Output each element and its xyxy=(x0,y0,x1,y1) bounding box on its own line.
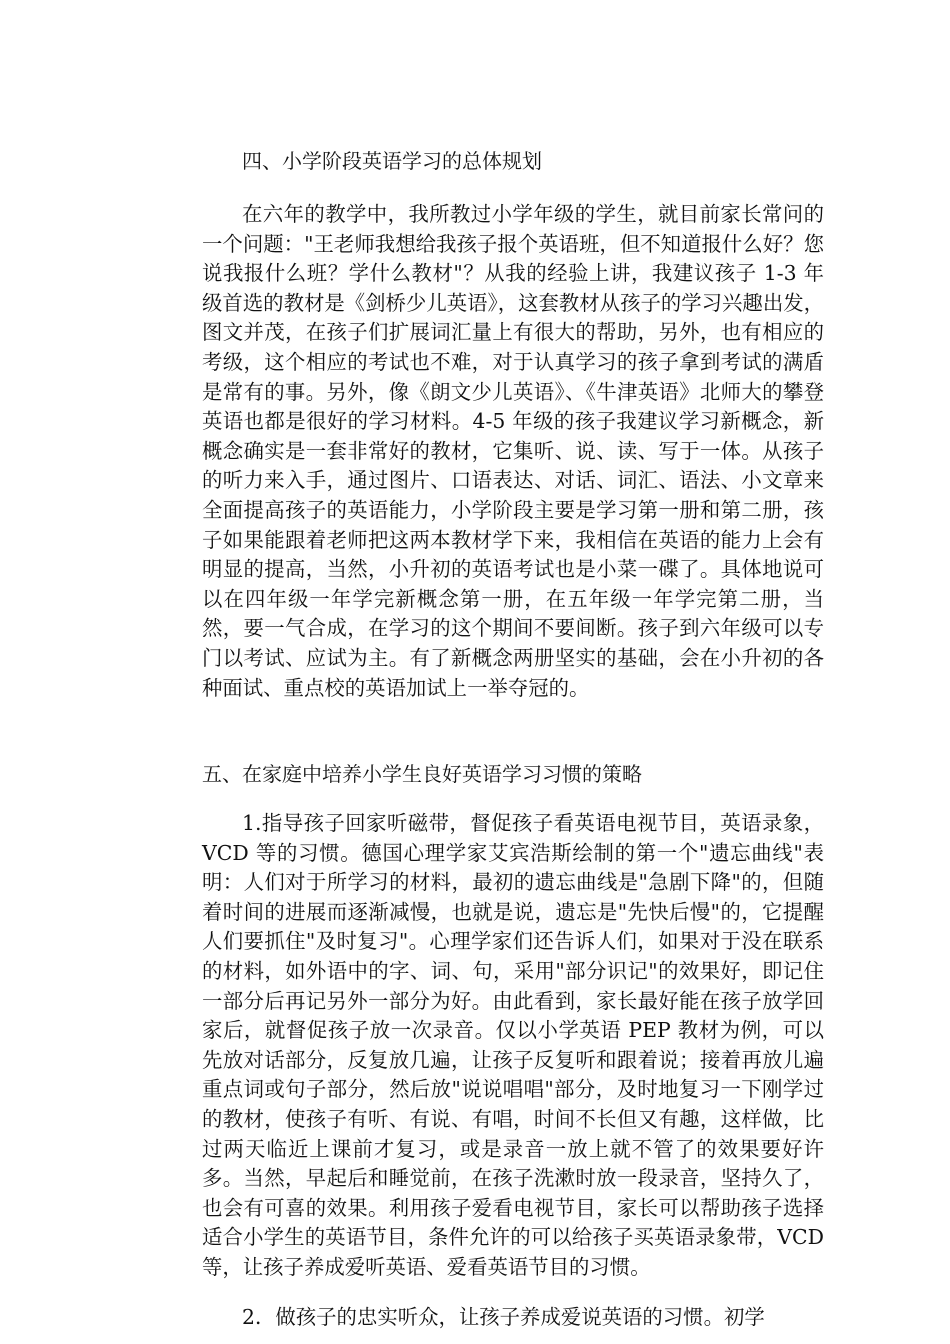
section-4-title: 四、小学阶段英语学习的总体规划 xyxy=(242,149,542,173)
spacer xyxy=(202,789,824,809)
section-5-title: 五、在家庭中培养小学生良好英语学习习惯的策略 xyxy=(202,762,642,787)
section-5-paragraph-2: 2．做孩子的忠实听众，让孩子养成爱说英语的习惯。初学 xyxy=(242,1304,765,1329)
spacer xyxy=(202,1283,824,1303)
section-4-paragraph: 在六年的教学中，我所教过小学年级的学生，就目前家长常问的一个问题："王老师我想给我孩子报个英语班，但不知道报什么好？您说我报什么班？学什么教材"？从我的经验上讲，我建议孩子 1-3 年级首选的教材是《剑桥少儿英语》，这套教材从孩子的学习兴趣出发，图文并茂，在孩子们扩展词汇量上有很大的帮助，另外，也有相应的考级，这个相应的考试也不难，对于认真学习的孩子拿到考试的满盾是常有的事。另外，像《朗文少儿英语》、《牛津英语》北师大的攀登英语也都是很好的学习材料。4-5 年级的孩子我建议学习新概念，新概念确实是一套非常好的教材，它集听、说、读、写于一体。从孩子的听力来入手，通过图片、口语表达、对话、词汇、语法、小文章来全面提高孩子的英语能力，小学阶段主要是学习第一册和第二册，孩子如果能跟着老师把这两本教材学下来，我相信在英语的能力上会有明显的提高，当然，小升初的英语考试也是小菜一碟了。具体地说可以在四年级一年学完新概念第一册，在五年级一年学完第二册，当然，要一气合成，在学习的这个期间不要间断。孩子到六年级可以专门以考试、应试为主。有了新概念两册坚实的基础，会在小升初的各种面试、重点校的英语加试上一举夺冠的。 xyxy=(202,202,824,700)
spacer xyxy=(202,703,824,759)
document-body xyxy=(202,146,824,1332)
section-5-paragraph-1: 1.指导孩子回家听磁带，督促孩子看英语电视节目，英语录象，VCD 等的习惯。德国心理学家艾宾浩斯绘制的第一个"遗忘曲线"表明：人们对于所学习的材料，最初的遗忘曲线是"急剧下降"的，但随着时间的进展而逐渐减慢，也就是说，遗忘是"先快后慢"的，它提醒人们要抓住"及时复习"。心理学家们还告诉人们，如果对于没在联系的材料，如外语中的字、词、句，采用"部分识记"的效果好，即记住一部分后再记另外一部分为好。由此看到，家长最好能在孩子放学回家后，就督促孩子放一次录音。仅以小学英语 PEP 教材为例，可以先放对话部分，反复放几遍，让孩子反复听和跟着说；接着再放儿遍重点词或句子部分，然后放"说说唱唱"部分，及时地复习一下刚学过的教材，使孩子有听、有说、有唱，时间不长但又有趣，这样做，比过两天临近上课前才复习，或是录音一放上就不管了的效果要好许多。当然，早起后和睡觉前，在孩子洗漱时放一段录音，坚持久了，也会有可喜的效果。利用孩子爱看电视节目，家长可以帮助孩子选择适合小学生的英语节目，条件允许的可以给孩子买英语录象带，VCD 等，让孩子养成爱听英语、爱看英语节目的习惯。 xyxy=(202,811,824,1279)
spacer xyxy=(202,176,824,200)
